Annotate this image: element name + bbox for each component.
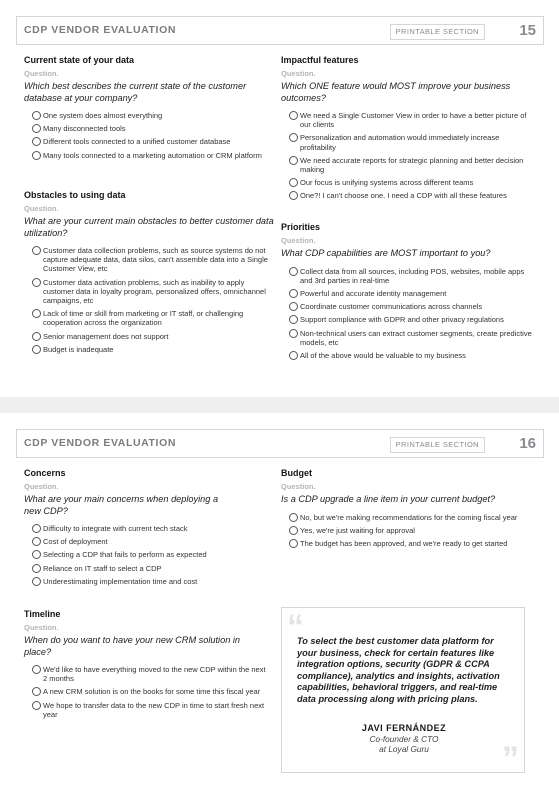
quote-author-role — [282, 735, 526, 754]
radio-circle-icon[interactable] — [289, 191, 298, 200]
radio-circle-icon[interactable] — [32, 332, 41, 341]
option-item[interactable] — [24, 665, 269, 683]
option-label: Powerful and accurate identity management — [300, 288, 447, 298]
section-title: Impactful features — [281, 55, 359, 65]
option-label: Non-technical users can extract customer segments, create predictive models, etc — [300, 328, 532, 347]
radio-circle-icon[interactable] — [32, 665, 41, 674]
options-list — [24, 524, 229, 586]
option-label: We'd like to have everything moved to the new CDP within the next 2 months — [43, 665, 266, 684]
option-label: A new CRM solution is on the books for some time this fiscal year — [43, 687, 261, 697]
page-16 — [0, 413, 559, 799]
option-item[interactable] — [24, 309, 274, 327]
option-label: Our focus is unifying systems across different teams — [300, 178, 474, 188]
radio-circle-icon[interactable] — [32, 309, 41, 318]
section-title: Current state of your data — [24, 55, 135, 65]
option-item[interactable] — [281, 156, 533, 174]
page-header — [16, 16, 544, 45]
priorities-section — [281, 222, 533, 364]
page-number: 16 — [519, 435, 536, 452]
radio-circle-icon[interactable] — [32, 345, 41, 354]
radio-circle-icon[interactable] — [32, 701, 41, 710]
radio-circle-icon[interactable] — [32, 151, 41, 160]
options-list — [24, 246, 274, 354]
option-item[interactable] — [281, 526, 521, 535]
option-label: We need a Single Customer View in order to have a better picture of our clients — [300, 111, 527, 130]
option-item[interactable] — [281, 267, 533, 285]
features-section — [281, 55, 533, 205]
printable-section-badge: PRINTABLE SECTION — [390, 437, 485, 453]
option-label: Customer data activation problems, such as inability to apply customer data in loyalty program, personalized offers, omnichannel campaigns, etc — [43, 277, 266, 306]
option-item[interactable] — [281, 111, 533, 129]
option-item[interactable] — [24, 278, 274, 306]
option-label: Cost of deployment — [43, 537, 108, 547]
question-text: Which ONE feature would MOST improve your business outcomes? — [281, 81, 511, 103]
radio-circle-icon[interactable] — [32, 577, 41, 586]
timeline-section — [24, 609, 269, 723]
section-title: Priorities — [281, 222, 321, 232]
option-item[interactable] — [281, 351, 533, 360]
radio-circle-icon[interactable] — [289, 539, 298, 548]
header-title: CDP VENDOR EVALUATION — [24, 437, 177, 449]
header-title: CDP VENDOR EVALUATION — [24, 24, 177, 36]
option-item[interactable] — [24, 332, 274, 341]
options-list — [281, 513, 521, 549]
radio-circle-icon[interactable] — [289, 156, 298, 165]
option-label: Yes, we're just waiting for approval — [300, 525, 415, 535]
radio-circle-icon[interactable] — [289, 315, 298, 324]
option-item[interactable] — [281, 302, 533, 311]
option-item[interactable] — [281, 513, 521, 522]
radio-circle-icon[interactable] — [32, 524, 41, 533]
option-item[interactable] — [281, 289, 533, 298]
current-state-section — [24, 55, 274, 164]
option-item[interactable] — [24, 564, 229, 573]
page-15 — [0, 0, 559, 397]
options-list — [24, 111, 274, 160]
radio-circle-icon[interactable] — [32, 550, 41, 559]
radio-circle-icon[interactable] — [289, 526, 298, 535]
radio-circle-icon[interactable] — [289, 111, 298, 120]
option-label: Senior management does not support — [43, 331, 169, 341]
radio-circle-icon[interactable] — [32, 111, 41, 120]
quote-author-title: Co-founder & CTO — [369, 734, 439, 744]
options-list — [281, 267, 533, 361]
radio-circle-icon[interactable] — [32, 246, 41, 255]
option-label: Personalization and automation would immediately increase profitability — [300, 133, 500, 152]
question-text: Which best describes the current state of the customer database at your company? — [24, 81, 247, 103]
option-item[interactable] — [281, 315, 533, 324]
option-item[interactable] — [24, 577, 229, 586]
option-item[interactable] — [24, 524, 229, 533]
question-text: What are your current main obstacles to better customer data utilization? — [24, 216, 274, 238]
options-list — [24, 665, 269, 719]
printable-section-badge: PRINTABLE SECTION — [390, 24, 485, 40]
question-text: What are your main concerns when deploying a new CDP? — [24, 494, 219, 516]
option-label: All of the above would be valuable to my business — [300, 350, 466, 360]
section-title: Concerns — [24, 468, 66, 478]
question-label: Question. — [24, 204, 59, 213]
option-label: Budget is inadequate — [43, 344, 114, 354]
option-label: We need accurate reports for strategic planning and better decision making — [300, 155, 524, 175]
option-label: Collect data from all sources, including POS, websites, mobile apps and 3rd parties in real-time — [300, 266, 525, 285]
page-separator — [0, 397, 559, 413]
option-item[interactable] — [281, 178, 533, 187]
radio-circle-icon[interactable] — [289, 351, 298, 360]
option-item[interactable] — [281, 133, 533, 151]
option-item[interactable] — [281, 539, 521, 548]
question-label: Question. — [24, 482, 59, 491]
page-number: 15 — [519, 22, 536, 39]
radio-circle-icon[interactable] — [289, 133, 298, 142]
options-list — [281, 111, 533, 201]
option-label: Difficulty to integrate with current tech stack — [43, 524, 188, 533]
option-label: One?! I can't choose one. I need a CDP with all these features — [300, 191, 507, 201]
option-label: Coordinate customer communications across channels — [300, 302, 483, 312]
section-title: Obstacles to using data — [24, 190, 126, 200]
radio-circle-icon[interactable] — [289, 267, 298, 276]
option-item[interactable] — [24, 124, 274, 133]
option-label: We hope to transfer data to the new CDP in time to start fresh next year — [43, 700, 265, 719]
option-label: Reliance on IT staff to select a CDP — [43, 563, 162, 573]
option-item[interactable] — [24, 151, 274, 160]
obstacles-section — [24, 190, 274, 358]
option-label: One system does almost everything — [43, 111, 163, 120]
question-text: What CDP capabilities are MOST important to you? — [281, 248, 491, 258]
radio-circle-icon[interactable] — [32, 564, 41, 573]
option-label: Customer data collection problems, such as source systems do not capture adequate data, data silos, can't assemble data into a Single Customer View, etc — [43, 246, 268, 274]
section-title: Budget — [281, 468, 312, 478]
option-label: The budget has been approved, and we're ready to get started — [300, 538, 508, 548]
radio-circle-icon[interactable] — [289, 289, 298, 298]
option-item[interactable] — [24, 246, 274, 274]
option-item[interactable] — [24, 550, 229, 559]
option-item[interactable] — [24, 111, 274, 120]
option-item[interactable] — [24, 701, 269, 719]
option-label: Underestimating implementation time and cost — [43, 576, 198, 586]
option-label: Selecting a CDP that fails to perform as expected — [43, 550, 207, 560]
option-item[interactable] — [24, 687, 269, 696]
option-label: Different tools connected to a unified customer database — [43, 137, 231, 147]
question-text: Is a CDP upgrade a line item in your current budget? — [281, 494, 496, 504]
concerns-section — [24, 468, 229, 590]
question-label: Question. — [281, 482, 316, 491]
quote-text: To select the best customer data platform for your business, check for certain features like integration options, security (GDPR & CCPA compliance), analytics and insights, activation capabilities, behavioral triggers, and real-time data processing along with pricing plans. — [297, 636, 500, 704]
option-item[interactable] — [281, 191, 533, 200]
option-label: Many tools connected to a marketing automation or CRM platform — [43, 150, 262, 160]
close-quote-icon: ” — [502, 740, 519, 778]
option-label: Lack of time or skill from marketing or IT staff, or challenging cooperation across the organization — [43, 309, 244, 328]
section-title: Timeline — [24, 609, 61, 619]
radio-circle-icon[interactable] — [289, 302, 298, 311]
question-label: Question. — [281, 69, 316, 78]
quote-card — [281, 607, 525, 778]
option-label: No, but we're making recommendations for the coming fiscal year — [300, 512, 518, 522]
radio-circle-icon[interactable] — [289, 329, 298, 338]
radio-circle-icon[interactable] — [289, 178, 298, 187]
radio-circle-icon[interactable] — [32, 278, 41, 287]
budget-section — [281, 468, 521, 552]
quote-author-name: JAVI FERNÁNDEZ — [361, 723, 447, 733]
radio-circle-icon[interactable] — [32, 137, 41, 146]
option-item[interactable] — [24, 137, 274, 146]
option-item[interactable] — [24, 537, 229, 546]
radio-circle-icon[interactable] — [32, 537, 41, 546]
page-header — [16, 429, 544, 458]
open-quote-icon: “ — [287, 608, 304, 646]
option-item[interactable] — [24, 345, 274, 354]
radio-circle-icon[interactable] — [289, 513, 298, 522]
option-label: Support compliance with GDPR and other privacy regulations — [300, 315, 504, 325]
question-label: Question. — [24, 69, 59, 78]
radio-circle-icon[interactable] — [32, 687, 41, 696]
option-item[interactable] — [281, 329, 533, 347]
question-label: Question. — [24, 623, 59, 632]
question-text: When do you want to have your new CRM solution in place? — [24, 635, 241, 657]
question-label: Question. — [281, 236, 316, 245]
option-label: Many disconnected tools — [43, 124, 126, 134]
radio-circle-icon[interactable] — [32, 124, 41, 133]
quote-author-company: at Loyal Guru — [379, 743, 429, 754]
